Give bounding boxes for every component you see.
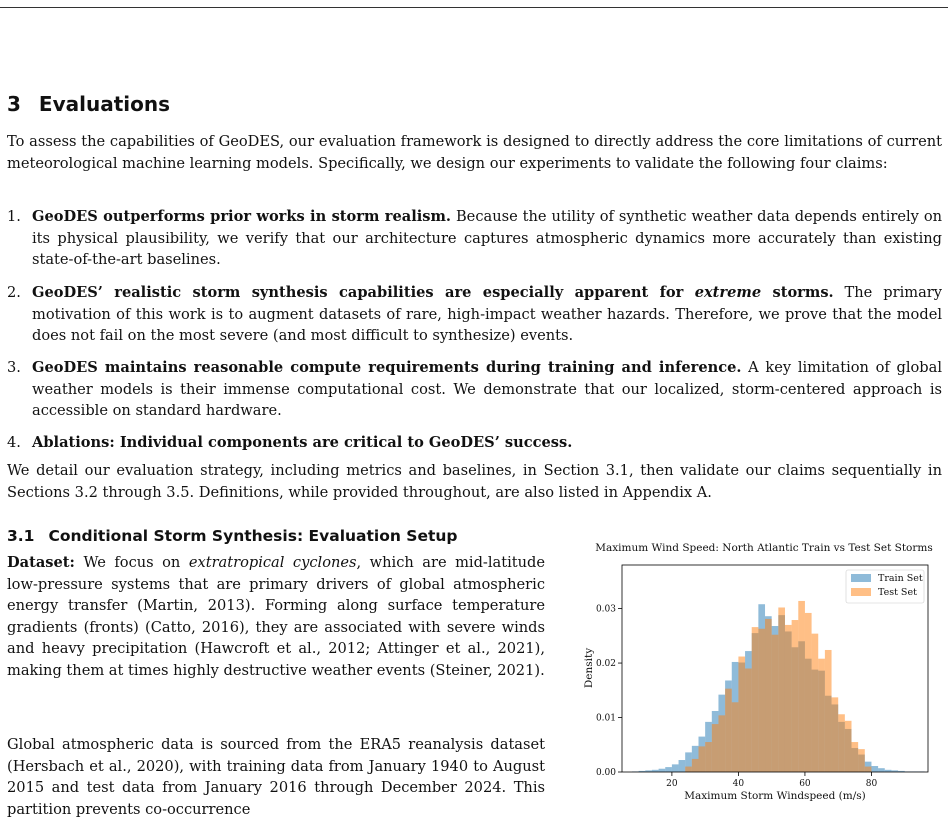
y-tick-label: 0.02 bbox=[595, 659, 616, 670]
test-bar bbox=[725, 689, 732, 772]
legend-label-test: Test Set bbox=[878, 587, 917, 598]
train-bar bbox=[659, 769, 666, 772]
test-bar bbox=[758, 629, 765, 772]
claim-3 bbox=[7, 357, 942, 422]
test-bar bbox=[865, 767, 872, 772]
test-bar bbox=[778, 607, 785, 772]
test-bar bbox=[792, 620, 799, 772]
global-data-paragraph: Global atmospheric data is sourced from the ERA5 reanalysis dataset (Hersbach et al., 2020), with training data from January 1940 to August 2015 and test data from January 2016 through December 2024. This partition prevents co-occurrence bbox=[7, 736, 545, 818]
section-number: 3 bbox=[7, 92, 21, 116]
legend-swatch-train bbox=[851, 574, 871, 582]
windspeed-histogram bbox=[578, 540, 948, 810]
dataset-label: Dataset: bbox=[7, 554, 75, 571]
test-bar bbox=[712, 724, 719, 772]
x-tick-label: 60 bbox=[799, 779, 811, 789]
test-bar bbox=[818, 659, 825, 772]
y-tick-label: 0.01 bbox=[595, 713, 616, 724]
test-bar bbox=[845, 721, 852, 772]
subsection-title: Conditional Storm Synthesis: Evaluation Setup bbox=[48, 527, 458, 545]
strategy-paragraph: We detail our evaluation strategy, including metrics and baselines, in Section 3.1, then validate our claims sequentially in Sections 3.2 through 3.5. Definitions, while provided throughout, are also listed in Appendix A. bbox=[7, 462, 942, 501]
test-bar bbox=[838, 714, 845, 772]
histogram-bars bbox=[632, 601, 925, 772]
test-bar bbox=[812, 634, 819, 772]
test-bar bbox=[805, 613, 812, 772]
y-axis-label: Density bbox=[583, 647, 595, 689]
test-bar bbox=[858, 749, 865, 772]
test-bar bbox=[718, 715, 725, 772]
section-heading bbox=[7, 92, 170, 116]
y-axis-ticks bbox=[596, 605, 622, 778]
test-bar bbox=[692, 759, 699, 772]
subsection-number: 3.1 bbox=[7, 527, 35, 545]
claim-text: The primary motivation of this work is to augment datasets of rare, high-impact weather hazards. Therefore, we prove that the model does not fail on the most severe (and most difficult to synthesize) events. bbox=[32, 284, 942, 344]
claim-heading: GeoDES outperforms prior works in storm realism. bbox=[32, 208, 452, 225]
test-bar bbox=[832, 697, 839, 772]
y-tick-label: 0.00 bbox=[595, 768, 616, 778]
claim-number: 1. bbox=[7, 208, 21, 225]
test-bar bbox=[732, 702, 739, 772]
claim-text: Because the utility of synthetic weather data depends entirely on its physical plausibility, we verify that our architecture captures atmospheric dynamics more accurately than existing state-of-the-art baselines. bbox=[32, 208, 943, 268]
test-bar bbox=[745, 669, 752, 773]
train-bar bbox=[665, 767, 672, 772]
claim-heading: GeoDES’ realistic storm synthesis capabilities are especially apparent for bbox=[32, 284, 695, 301]
train-bar bbox=[878, 768, 885, 772]
y-tick-label: 0.03 bbox=[595, 604, 616, 615]
claim-heading: GeoDES maintains reasonable compute requirements during training and inference. bbox=[32, 359, 742, 376]
subsection-heading bbox=[7, 527, 458, 545]
dataset-emphasis: extratropical cyclones bbox=[188, 554, 357, 571]
claim-heading: Ablations: Individual components are critical to GeoDES’ success. bbox=[32, 434, 573, 451]
claim-2 bbox=[7, 282, 942, 347]
claim-text: A key limitation of global weather models is their immense computational cost. We demonstrate that our localized, storm-centered approach is accessible on standard hardware. bbox=[32, 359, 942, 419]
test-bar bbox=[752, 627, 759, 772]
legend-swatch-test bbox=[851, 588, 871, 596]
claim-1 bbox=[7, 206, 942, 271]
train-bar bbox=[679, 760, 686, 772]
intro-paragraph: To assess the capabilities of GeoDES, our evaluation framework is designed to directly address the core limitations of current meteorological machine learning models. Specifically, we design our experiments to validate the following four claims: bbox=[7, 133, 942, 172]
train-bar bbox=[672, 764, 679, 772]
test-bar bbox=[705, 742, 712, 772]
claim-heading-emphasis: extreme bbox=[694, 284, 762, 301]
test-bar bbox=[825, 650, 832, 772]
x-tick-label: 80 bbox=[865, 779, 878, 789]
test-bar bbox=[852, 742, 859, 772]
train-bar bbox=[871, 766, 878, 772]
test-bar bbox=[772, 635, 779, 772]
claim-4 bbox=[7, 432, 942, 454]
dataset-text-rest: , which are mid-latitude low-pressure systems that are primary drivers of global atmospheric energy transfer (Martin, 2013). Forming along surface temperature gradients (fronts) (Catto, 2016), they are associated with severe winds and heavy precipitation (Hawcroft et al., 2012; Attinger et al., 2021), making them at times highly destructive weather events (Steiner, 2021). bbox=[7, 554, 546, 679]
test-bar bbox=[699, 746, 706, 772]
x-axis-ticks bbox=[666, 772, 877, 789]
x-tick-label: 40 bbox=[732, 779, 745, 789]
test-bar bbox=[785, 625, 792, 772]
test-bar bbox=[765, 619, 772, 772]
dataset-paragraph bbox=[7, 552, 545, 681]
test-bar bbox=[738, 657, 745, 772]
chart-title: Maximum Wind Speed: North Atlantic Train vs Test Set Storms bbox=[595, 542, 933, 554]
claim-number: 3. bbox=[7, 359, 21, 376]
test-bar bbox=[685, 767, 692, 772]
x-axis-label: Maximum Storm Windspeed (m/s) bbox=[684, 790, 866, 802]
dataset-text: We focus on bbox=[74, 554, 189, 571]
legend-label-train: Train Set bbox=[878, 573, 923, 584]
x-tick-label: 20 bbox=[666, 779, 678, 789]
claim-number: 4. bbox=[7, 434, 21, 451]
claim-heading-tail: storms. bbox=[761, 284, 834, 301]
page-top-rule bbox=[0, 7, 948, 8]
chart-legend bbox=[846, 570, 924, 603]
section-title: Evaluations bbox=[38, 92, 171, 116]
claim-number: 2. bbox=[7, 284, 21, 301]
test-bar bbox=[798, 601, 805, 772]
